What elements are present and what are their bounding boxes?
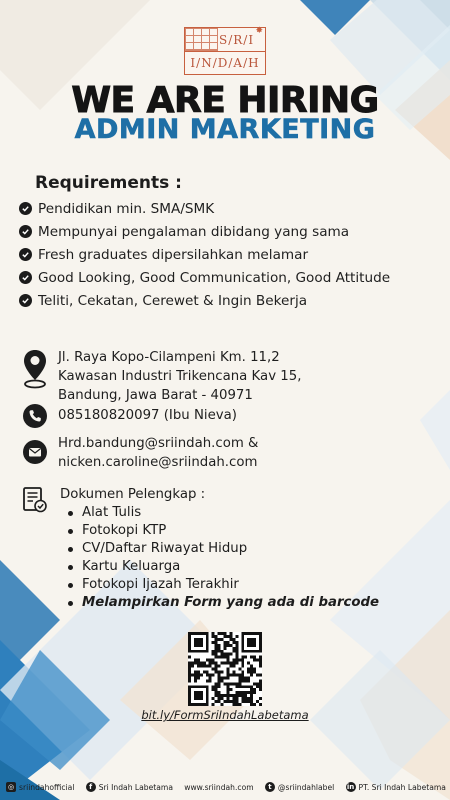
requirement-item xyxy=(19,243,390,266)
documents-list xyxy=(68,504,379,612)
document-item-emphasis: Melampirkan Form yang ada di barcode xyxy=(68,594,379,612)
address-block xyxy=(22,348,301,405)
position-title: ADMIN MARKETING xyxy=(74,114,376,145)
map-pin-icon xyxy=(22,348,48,405)
footer-twitter[interactable]: t @sriindahlabel xyxy=(265,782,334,792)
address-line: Bandung, Jawa Barat - 40971 xyxy=(58,388,253,403)
requirement-text: Teliti, Cekatan, Cerewet & Ingin Bekerja xyxy=(38,292,308,309)
logo-grid xyxy=(185,28,218,51)
requirement-item xyxy=(19,266,390,289)
footer-facebook[interactable]: f Sri Indah Labetama xyxy=(86,782,173,792)
phone-block xyxy=(22,404,237,428)
document-item: Fotokopi Ijazah Terakhir xyxy=(68,576,379,594)
footer-social-bar xyxy=(6,780,446,794)
form-link[interactable]: bit.ly/FormSriIndahLabetama xyxy=(141,708,309,722)
document-item: CV/Daftar Riwayat Hidup xyxy=(68,540,379,558)
linkedin-icon: in xyxy=(346,783,355,791)
footer-linkedin[interactable]: in PT. Sri Indah Labetama xyxy=(346,782,446,792)
check-circle-icon xyxy=(19,248,32,261)
footer-instagram[interactable]: ◎ sriindahofficial xyxy=(7,782,75,792)
document-item: Fotokopi KTP xyxy=(68,522,379,540)
logo-text-top: S/R/I xyxy=(219,33,255,47)
check-circle-icon xyxy=(19,202,32,215)
requirements-heading: Requirements : xyxy=(35,173,182,193)
logo-star-icon: ✸ xyxy=(255,26,263,36)
check-circle-icon xyxy=(19,271,32,284)
footer-website[interactable]: www.sriindah.com xyxy=(184,782,254,792)
envelope-icon xyxy=(22,434,48,472)
email-address[interactable]: nicken.caroline@sriindah.com xyxy=(58,455,258,470)
requirement-text: Mempunyai pengalaman dibidang yang sama xyxy=(38,223,350,240)
requirement-text: Pendidikan min. SMA/SMK xyxy=(38,200,215,217)
facebook-icon: f xyxy=(86,782,96,792)
document-item: Kartu Keluarga xyxy=(68,558,379,576)
requirement-text: Good Looking, Good Communication, Good Attitude xyxy=(38,269,391,286)
check-circle-icon xyxy=(19,294,32,307)
check-circle-icon xyxy=(19,225,32,238)
address-line: Kawasan Industri Trikencana Kav 15, xyxy=(58,369,302,384)
company-logo xyxy=(184,27,266,75)
headline: WE ARE HIRING xyxy=(71,80,379,121)
phone-icon xyxy=(22,404,48,428)
email-block xyxy=(22,434,258,472)
instagram-icon: ◎ xyxy=(7,783,15,791)
requirement-item xyxy=(19,289,390,312)
requirement-text: Fresh graduates dipersilahkan melamar xyxy=(38,246,309,263)
address-line: Jl. Raya Kopo-Cilampeni Km. 11,2 xyxy=(58,350,280,365)
documents-title: Dokumen Pelengkap : xyxy=(60,487,206,502)
requirement-item xyxy=(19,220,390,243)
document-list-icon xyxy=(22,486,48,514)
logo-text-bottom: I/N/D/A/H xyxy=(185,51,265,74)
phone-number[interactable]: 085180820097 (Ibu Nieva) xyxy=(58,408,237,423)
email-address[interactable]: Hrd.bandung@sriindah.com & xyxy=(58,436,259,451)
document-item: Alat Tulis xyxy=(68,504,379,522)
requirements-list xyxy=(19,197,390,312)
requirement-item xyxy=(19,197,390,220)
twitter-icon: t xyxy=(265,782,275,792)
qr-code-icon[interactable] xyxy=(188,632,262,706)
